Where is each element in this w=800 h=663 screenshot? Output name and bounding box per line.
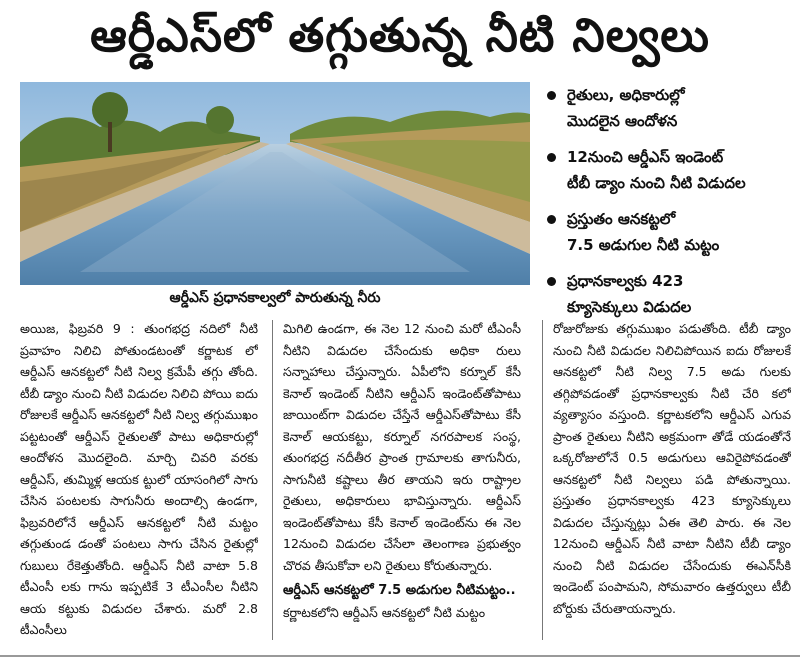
bullet-icon [547,91,556,100]
highlight-line: టీబీ డ్యాం నుంచి నీటి విడుదల [567,174,746,192]
article-column-1 [20,318,258,644]
headline: ఆర్డీఎస్‌లో తగ్గుతున్న నీటి నిల్వలు [90,8,710,62]
article-column-2 [283,318,521,644]
highlight-line: ప్రధానకాల్వకు 423 [567,272,684,290]
article-paragraph: రోజురోజుకు తగ్గుముఖం పడుతోంది. టీబీ డ్యాం నుంచి నీటి విడుదల నిలిచిపోయిన ఐదు రోజులకే ఆనకట్టలో నీటి నిల్వ 7.5 అడు గులకు తగ్గిపోవడంతో ప్రధానకాల్వకు నీటి చేరి కలో వ్యత్యాసం వస్తుంది. కర్ణాటకలోని ఆర్డీఎస్ ఎగువ ప్రాంత రైతులు నీటిని అక్రమంగా తోడే యడంతోనే ఒక్కరోజులోనే 0.5 అడుగులు ఆవిరైపోవడంతో ఆనకట్టలో నీటి నిల్వలు పడి పోతున్నాయి. ప్రస్తుతం ప్రధానకాల్వకు 423 క్యూసెక్కులు విడుదల చేస్తున్నట్లు ఏఈ తెలి పారు. ఈ నెల 12నుంచి ఆర్డీఎస్ నీటి వాటా నీటిని టీబీ డ్యాం నుంచి నీటి విడుదల చేసేందుకు ఈఎన్‌సీకి ఇండెంట్ పంపామని, సోమవారం ఉత్తర్వులు టీబీ బోర్డుకు చేరుతాయన్నారు. [553,321,791,616]
article-column-3 [553,318,791,644]
highlight-item [545,268,795,320]
photo-caption: ఆర్డీఎస్ ప్రధానకాల్వలో పారుతున్న నీరు [169,290,381,306]
canal-photo [20,82,530,285]
highlight-line: మొదలైన ఆందోళన [567,112,678,130]
column-divider [272,320,273,640]
column-divider [542,320,543,640]
highlight-line: రైతులు, అధికారుల్లో [567,86,685,104]
highlight-line: క్యూసెక్కులు విడుదల [567,298,692,316]
bullet-icon [547,215,556,224]
highlight-line: ప్రస్తుతం ఆనకట్టలో [567,210,676,228]
bullet-icon [547,153,556,162]
highlight-line: 7.5 అడుగుల నీటి మట్టం [567,236,720,254]
highlight-item [545,206,795,258]
article-paragraph: మిగిలి ఉండగా, ఈ నెల 12 నుంచి మరో టీఎంసీ నీటిని విడుదల చేసేందుకు అధికా రులు సన్నాహాలు చేస్తున్నారు. ఏపీలోని కర్నూల్ కేసీ కెనాల్ ఇండెంట్ నీటిని ఆర్డీఎస్ ఇండెంట్‌తోపాటు జాయింట్‌గా విడుదల చేస్తేనే ఆర్డీఎస్‌తోపాటు కేసీ కెనాల్ ఆయకట్టు, కర్నూల్ నగరపాలక సంస్థ, తుంగభద్ర నదీతీర ప్రాంత గ్రామాలకు తాగునీరు, సాగునీటి కష్టాలు తీర తాయని ఇరు రాష్ట్రాల రైతులు, అధికారులు భావిస్తున్నారు. ఆర్డీఎస్ ఇండెంట్‌తోపాటు కేసీ కెనాల్ ఇండెంట్‌ను ఈ నెల 12నుంచి విడుదల చేసేలా తెలంగాణ ప్రభుత్వం చొరవ తీసుకోవా లని రైతులు కోరుతున్నారు. [283,321,521,573]
highlight-line: 12నుంచి ఆర్డీఎస్ ఇండెంట్ [567,148,724,166]
bullet-icon [547,277,556,286]
article-paragraph: కర్ణాటకలోని ఆర్డీఎస్ ఆనకట్టలో నీటి మట్టం [283,604,486,620]
highlights-list [545,82,795,316]
highlight-item [545,82,795,134]
article-subheading: ఆర్డీఎస్ ఆనకట్టలో 7.5 అడుగుల నీటిమట్టం.. [283,583,516,598]
article-paragraph: అయిజ, ఫిబ్రవరి 9 : తుంగభద్ర నదిలో నీటి ప్రవాహం నిలిచి పోతుండటంతో కర్ణాటక లో ఆర్డీఎస్ ఆనకట్టలో నీటి నిల్వ క్రమేపీ తగ్గు తోంది. టీబీ డ్యాం నుంచి నీటి విడుదల నిలిచి పోయి ఐదు రోజులకే ఆర్డీఎస్ ఆనకట్టలో నీటి నిల్వ తగ్గుముఖం పట్టటంతో ఆర్డీఎస్ రైతులతో పాటు అధికారుల్లో ఆందోళన మొదలైంది. మార్చి చివరి వరకు ఆర్డీఎస్, తుమ్మిళ్ల ఆయక ట్టులో యాసంగిలో సాగు చేసిన పంటలకు సాగునీరు అందాల్సి ఉండగా, ఫిబ్రవరిలోనే ఆర్డీఎస్ ఆనకట్టలో నీటి మట్టం తగ్గుతుండ డంతో పంటలు సాగు చేసిన రైతుల్లో గుబులు రేకెత్తుతోంది. ఆర్డీఎస్ నీటి వాటా 5.8 టీఎంసీ లకు గాను ఇప్పటికే 3 టీఎంసీల నీటిని ఆయ కట్టుకు విడుదల చేశారు. మరో 2.8 టీఎంసీలు [20,321,258,637]
bottom-rule [0,655,800,657]
highlight-item [545,144,795,196]
canal-photo-illustration [20,82,530,285]
